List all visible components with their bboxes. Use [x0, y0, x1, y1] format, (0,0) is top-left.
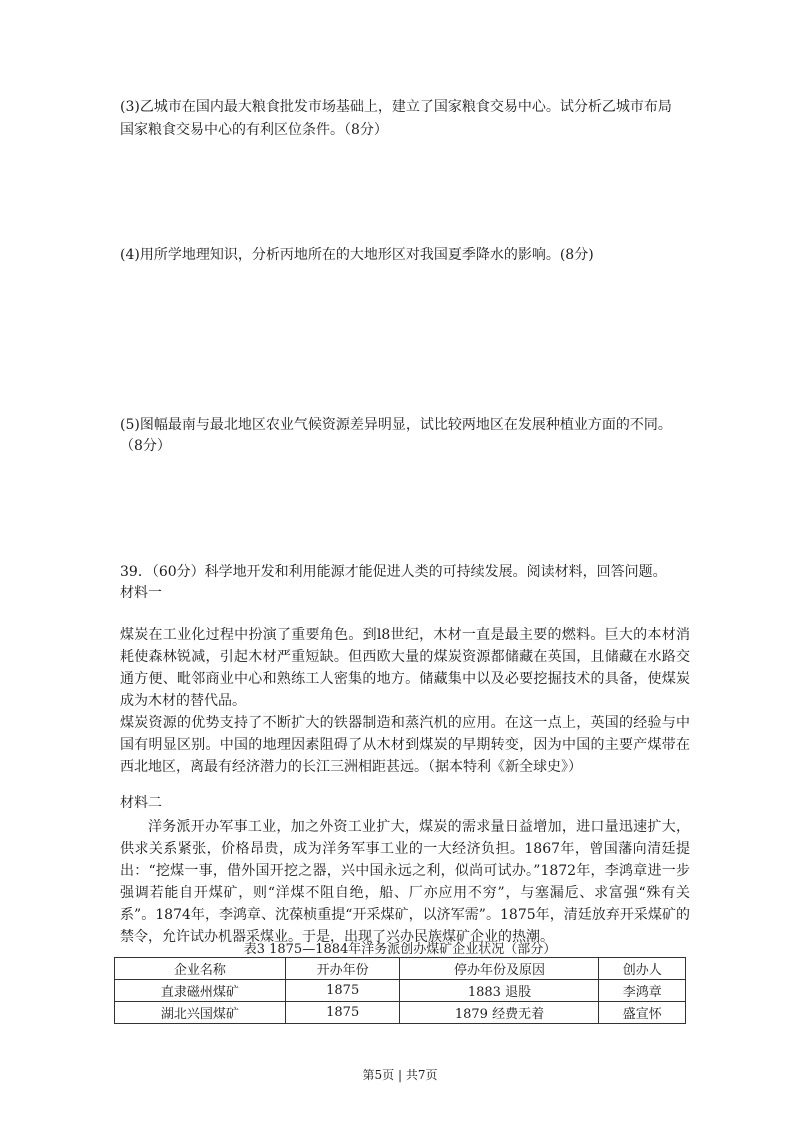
table-header-cell: 创办人	[599, 958, 686, 980]
material-1-body	[120, 624, 690, 778]
table-cell: 1883 退股	[400, 980, 599, 1002]
table-header-row	[115, 958, 686, 980]
q3-line-1: (3)乙城市在国内最大粮食批发市场基础上，建立了国家粮食交易中心。试分析乙城市布局	[120, 99, 672, 115]
q3-line-2: 国家粮食交易中心的有利区位条件。（8分）	[120, 122, 388, 138]
q39-intro: 39．（60分）科学地开发和利用能源才能促进人类的可持续发展。阅读材料，回答问题。	[120, 564, 667, 580]
table-cell: 1875	[285, 1002, 400, 1024]
table-caption: 表3 1875—1884年洋务派创办煤矿企业状况（部分）	[243, 942, 557, 957]
q5-line-1: (5)图幅最南与最北地区农业气候资源差异明显，试比较两地区在发展种植业方面的不同。	[120, 417, 672, 433]
table-row	[115, 1002, 686, 1024]
table-header-cell: 开办年份	[285, 958, 400, 980]
material-2-paragraph-1: 洋务派开办军事工业，加之外资工业扩大，煤炭的需求量日益增加，进口量迅速扩大，供求关系紧张，价格昂贵，成为洋务军事工业的一大经济负担。1867年，曾国藩向清廷提出：“挖煤一事，借外国开挖之器，兴中国永远之利，似尚可试办。”1872年，李鸿章进一步强调若能自开煤矿，则“洋煤不阻自绝，船、厂亦应用不穷”，与塞漏卮、求富强“殊有关系”。1874年，李鸿章、沈葆桢重提“开采煤矿，以济军需”。1875年，清廷放弃开采煤矿的禁令，允许试办机器采煤业。于是，出现了兴办民族煤矿企业的热潮。	[120, 819, 690, 945]
table-row	[115, 980, 686, 1002]
table-cell: 直隶磁州煤矿	[115, 980, 286, 1002]
table-cell: 湖北兴国煤矿	[115, 1002, 286, 1024]
material-1-paragraph-2: 煤炭资源的优势支持了不断扩大的铁器制造和蒸汽机的应用。在这一点上，英国的经验与中国有明显区别。中国的地理因素阻碍了从木材到煤炭的早期转变，因为中国的主要产煤带在西北地区，离最有经济潜力的长江三洲相距甚远。（据本特利《新全球史》）	[120, 715, 690, 775]
q5-line-2: （8分）	[120, 438, 171, 454]
table-cell: 李鸿章	[599, 980, 686, 1002]
table-header-cell: 停办年份及原因	[400, 958, 599, 980]
material-2-title: 材料二	[120, 795, 162, 811]
material-1-paragraph-1: 煤炭在工业化过程中扮演了重要角色。到l8世纪，木材一直是最主要的燃料。巨大的本材消耗使森林锐减，引起木材严重短缺。但西欧大量的煤炭资源都储藏在英国，且储藏在水路交通方便、毗邻商业中心和熟练工人密集的地方。储藏集中以及必要挖掘技术的具备，使煤炭成为木材的替代品。	[120, 627, 690, 709]
table-cell: 1879 经费无着	[400, 1002, 599, 1024]
table-cell: 1875	[285, 980, 400, 1002]
material-1-title: 材料一	[120, 585, 162, 601]
coal-enterprise-table	[114, 957, 686, 1024]
table-header-cell: 企业名称	[115, 958, 286, 980]
q4-line-1: (4)用所学地理知识，分析丙地所在的大地形区对我国夏季降水的影响。(8分)	[120, 247, 594, 263]
material-2-body	[120, 816, 690, 948]
page-footer: 第5页 | 共7页	[362, 1068, 438, 1082]
table-cell: 盛宣怀	[599, 1002, 686, 1024]
